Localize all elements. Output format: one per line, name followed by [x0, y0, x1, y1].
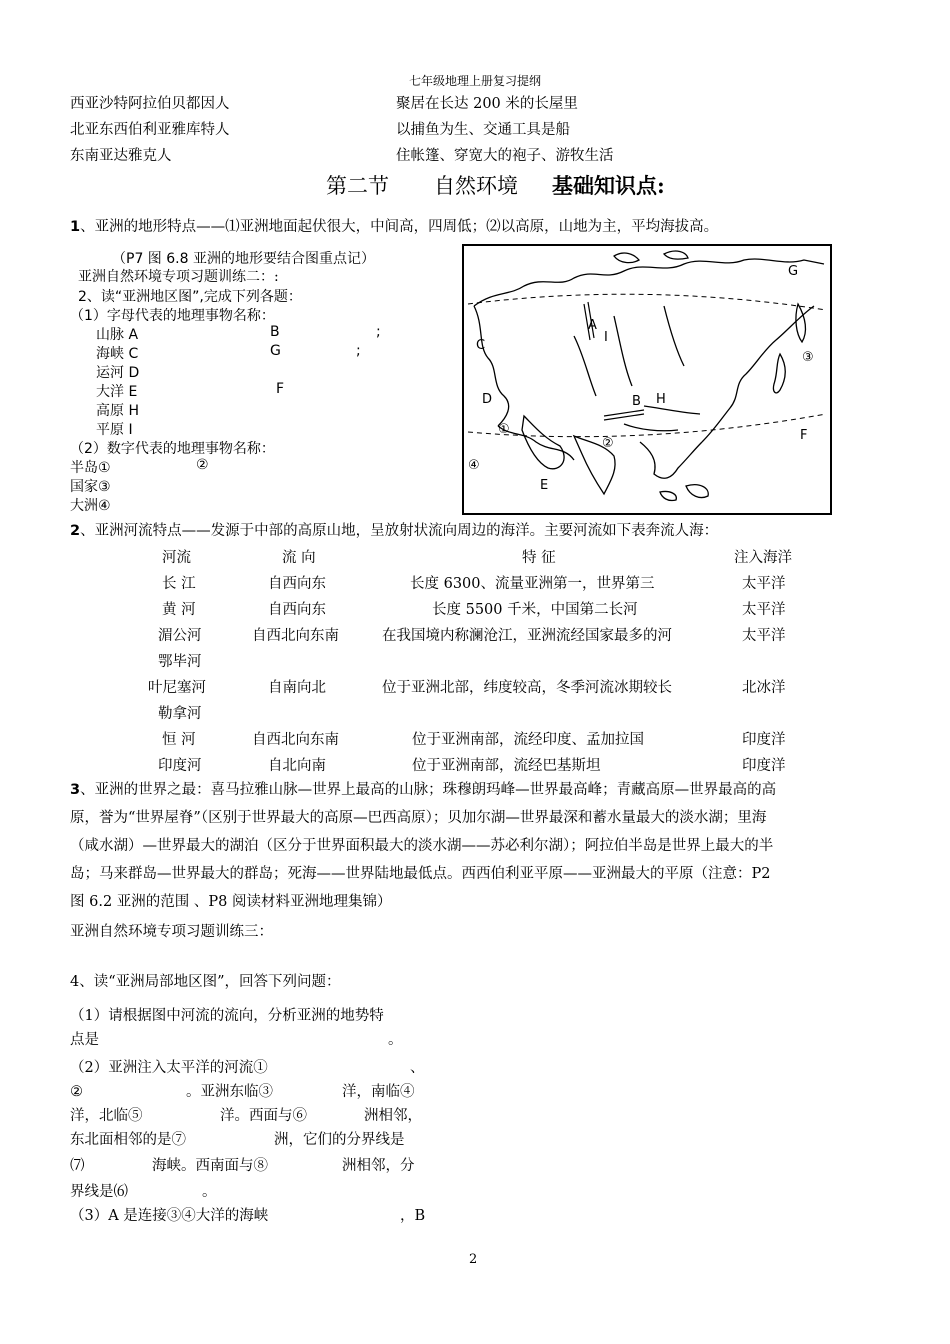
q4-line-7c: 洲相邻，分	[342, 1158, 415, 1174]
q2-row-canal: 运河 D	[96, 365, 140, 381]
river-name: 湄公河	[158, 628, 202, 644]
river-direction: 自南向北	[268, 680, 326, 696]
q2-sub1: （1）字母代表的地理事物名称：	[70, 308, 275, 324]
section-number: 第二节	[326, 174, 389, 198]
river-direction: 自西向东	[268, 576, 326, 592]
q4-line-1: （1）请根据图中河流的流向，分析亚洲的地势特	[70, 1008, 384, 1024]
q2-row-plateau: 高原 H	[96, 403, 139, 419]
river-feature: 位于亚洲南部，流经巴基斯坦	[412, 758, 601, 774]
q2-row-mountain-sep: ;	[376, 324, 381, 340]
q4-line-5b: 洋。西面与⑥	[220, 1108, 307, 1124]
river-name: 叶尼塞河	[148, 680, 206, 696]
asia-map-drawing	[464, 246, 830, 513]
q2-row-strait-sep: ;	[356, 343, 361, 359]
point-3-line-1	[70, 776, 776, 804]
point-2-number: 2	[70, 523, 81, 539]
river-header-feature: 特 征	[522, 550, 556, 566]
q4-line-8a: 界线是⑹	[70, 1184, 128, 1200]
map-label-A: A	[588, 318, 597, 333]
page-number: 2	[469, 1252, 478, 1267]
point-1-text: 、亚洲的地形特点——⑴亚洲地面起伏很大，中间高，四周低；⑵以高原，山地为主，平均海拔高。	[80, 219, 719, 235]
q4-line-6b: 洲，它们的分界线是	[274, 1132, 405, 1148]
q2-row-ocean: 大洋 E	[96, 384, 138, 400]
river-ocean: 印度洋	[742, 758, 786, 774]
q2-row-peninsula: 半岛①	[70, 460, 111, 476]
q2-title: 2、读“亚洲地区图”,完成下列各题：	[78, 289, 302, 305]
map-label-B: B	[632, 394, 641, 409]
q4-line-5c: 洲相邻，	[364, 1108, 422, 1124]
river-ocean: 太平洋	[742, 628, 786, 644]
point-2-text: 、亚洲河流特点——发源于中部的高原山地，呈放射状流向周边的海洋。主要河流如下表奔流人海：	[80, 523, 719, 539]
q4-line-2a: 点是	[70, 1032, 99, 1048]
map-label-I: I	[604, 330, 608, 345]
river-direction: 自西北向东南	[252, 732, 339, 748]
q2-row-plain: 平原 I	[96, 422, 133, 438]
point-3-text: 、亚洲的世界之最：喜马拉雅山脉—世界上最高的山脉；珠穆朗玛峰—世界最高峰；青藏高原—世界最高的高	[80, 782, 777, 798]
q4-line-6a: 东北面相邻的是⑦	[70, 1132, 186, 1148]
river-direction: 自西北向东南	[252, 628, 339, 644]
river-direction: 自北向南	[268, 758, 326, 774]
point-2	[70, 518, 718, 544]
point-3-number: 3	[70, 782, 81, 798]
q2-row-strait-b: G	[270, 343, 281, 359]
q4-line-8b: 。	[202, 1184, 217, 1200]
river-header-ocean: 注入海洋	[734, 550, 792, 566]
q2-row-ocean-b: F	[276, 381, 285, 397]
map-label-H: H	[656, 392, 666, 407]
point-1-number: 1	[70, 219, 81, 235]
river-name: 黄 河	[162, 602, 196, 618]
section-title: 自然环境	[434, 174, 518, 198]
q4-line-7b: 海峡。西南面与⑧	[152, 1158, 268, 1174]
map-label-E: E	[540, 478, 549, 493]
q4-line-7a: ⑺	[70, 1158, 85, 1174]
pair-right-1: 聚居在长达 200 米的长屋里	[396, 96, 578, 112]
q4-line-2b: 。	[388, 1032, 403, 1048]
q2-row-mountain: 山脉 A	[96, 327, 139, 343]
q2-sub2: （2）数字代表的地理事物名称：	[70, 441, 275, 457]
q4-line-5a: 洋，北临⑤	[70, 1108, 143, 1124]
q4-line-4a: ②	[70, 1084, 83, 1100]
pair-left-2: 北亚东西伯利亚雅库特人	[70, 122, 230, 138]
q4-line-4b: 。亚洲东临③	[186, 1084, 273, 1100]
river-direction: 自西向东	[268, 602, 326, 618]
river-feature: 位于亚洲北部，纬度较高，冬季河流冰期较长	[382, 680, 672, 696]
river-header-direction: 流 向	[282, 550, 316, 566]
q4-line-4c: 洋，南临④	[342, 1084, 415, 1100]
q2-row-continent: 大洲④	[70, 498, 111, 514]
river-ocean: 太平洋	[742, 576, 786, 592]
map-label-C: C	[476, 338, 486, 353]
point-3-line-2: 原，誉为“世界屋脊”（区别于世界最大的高原—巴西高原）；贝加尔湖—世界最深和蓄水量最大的淡水湖；里海	[70, 810, 767, 826]
river-ocean: 印度洋	[742, 732, 786, 748]
map-label-3: ③	[802, 350, 814, 365]
river-feature: 长度 6300、流量亚洲第一，世界第三	[410, 576, 655, 592]
q2-row-country: 国家③	[70, 479, 111, 495]
q4-line-9b: ，B	[400, 1208, 426, 1224]
q2-row-peninsula-b: ②	[196, 457, 209, 473]
river-name: 鄂毕河	[158, 654, 202, 670]
training-3-title: 亚洲自然环境专项习题训练三：	[70, 924, 273, 940]
river-name: 印度河	[158, 758, 202, 774]
river-name: 勒拿河	[158, 706, 202, 722]
pair-right-2: 以捕鱼为生、交通工具是船	[396, 122, 570, 138]
river-feature: 长度 5500 千米，中国第二长河	[432, 602, 638, 618]
river-ocean: 北冰洋	[742, 680, 786, 696]
training-2-title: 亚洲自然环境专项习题训练二：:	[78, 269, 279, 285]
pair-left-3: 东南亚达雅克人	[70, 148, 172, 164]
river-name: 恒 河	[162, 732, 196, 748]
map-label-G: G	[788, 264, 799, 279]
section-subtitle: 基础知识点:	[552, 173, 665, 198]
river-ocean: 太平洋	[742, 602, 786, 618]
q2-row-strait: 海峡 C	[96, 346, 139, 362]
pair-left-1: 西亚沙特阿拉伯贝都因人	[70, 96, 230, 112]
map-label-F: F	[800, 428, 808, 443]
point-1	[70, 214, 718, 240]
q4-line-3b: 、	[410, 1060, 425, 1076]
river-name: 长 江	[162, 576, 196, 592]
point-3-line-3: （咸水湖）—世界最大的湖泊（区分于世界面积最大的淡水湖——苏必利尔湖）；阿拉伯半岛是世界上最大的半	[70, 838, 774, 854]
point-1-note: （P7 图 6.8 亚洲的地形要结合图重点记）	[112, 251, 375, 267]
asia-map	[462, 244, 832, 515]
map-label-4: ④	[468, 458, 480, 473]
map-label-2: ②	[602, 436, 614, 451]
river-header-name: 河流	[162, 550, 191, 566]
pair-right-3: 住帐篷、穿宽大的袍子、游牧生活	[396, 148, 614, 164]
page-header: 七年级地理上册复习提纲	[408, 74, 541, 88]
point-3-line-4: 岛；马来群岛—世界最大的群岛；死海——世界陆地最低点。西西伯利亚平原——亚洲最大的平原（注意：P2	[70, 866, 771, 882]
map-label-1: ①	[498, 422, 510, 437]
q4-line-9a: （3）A 是连接③④大洋的海峡	[70, 1208, 269, 1224]
river-feature: 在我国境内称澜沧江，亚洲流经国家最多的河	[382, 628, 672, 644]
q2-row-mountain-b: B	[270, 324, 280, 340]
point-3-line-5: 图 6.2 亚洲的范围 、P8 阅读材料亚洲地理集锦）	[70, 894, 392, 910]
map-label-D: D	[482, 392, 493, 407]
q4-title: 4、读“亚洲局部地区图”，回答下列问题：	[70, 974, 341, 990]
river-feature: 位于亚洲南部，流经印度、孟加拉国	[412, 732, 644, 748]
q4-line-3a: （2）亚洲注入太平洋的河流①	[70, 1060, 268, 1076]
